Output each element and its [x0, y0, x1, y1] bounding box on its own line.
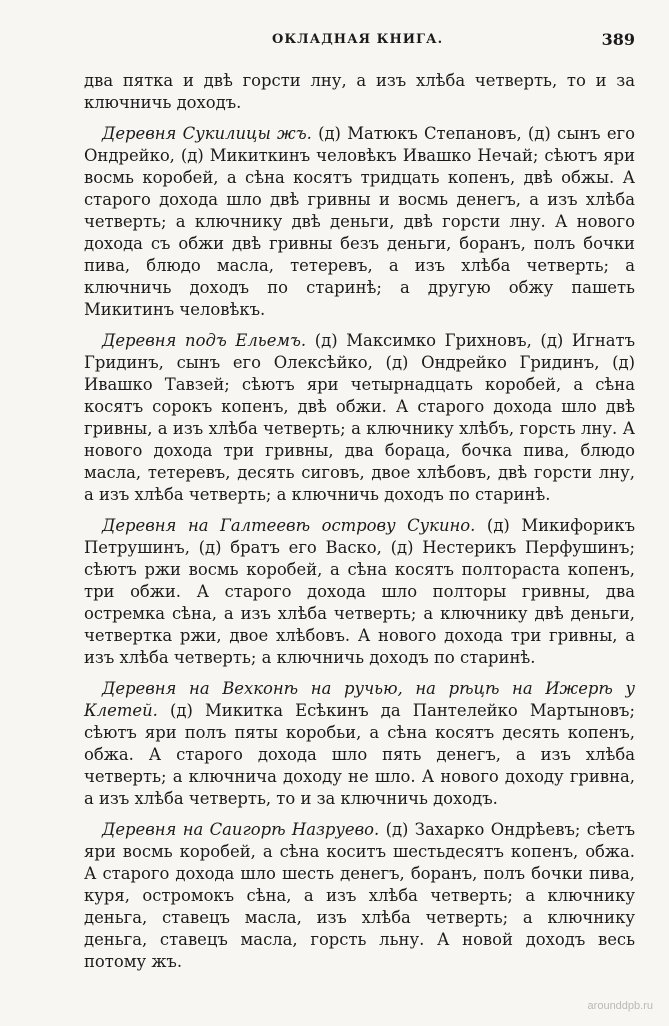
paragraph-title: Деревня на Вехконѣ на ручью, на рѣцѣ на Ижерѣ у Клетей.: [84, 679, 635, 720]
paragraph-title: Деревня подъ Ельемъ.: [102, 331, 307, 350]
paragraph: [84, 330, 635, 506]
paragraph-text: (д) Захарко Ондрѣевъ; сѣетъ яри восмь коробей, а сѣна коситъ шестьдесятъ копенъ, обжа. А старого дохода шло шесть денегъ, боранъ, полъ бочки пива, куря, остромокъ сѣна, а изъ хлѣба четверть; а ключнику деньга, ставецъ масла, изъ хлѣба четверть; а ключнику деньга, ставецъ масла, горсть льну. А новой доходъ весь потому жъ.: [84, 820, 635, 971]
paragraph: [84, 515, 635, 669]
paragraph-text: (д) Микифорикъ Петрушинъ, (д) братъ его Васко, (д) Нестерикъ Перфушинъ; сѣютъ ржи восмь коробей, а сѣна косятъ полтораста копенъ, три обжи. А старого дохода шло полторы гривны, два остремка сѣна, а изъ хлѣба четверть; а ключнику двѣ деньги, четвертка ржи, двое хлѣбовъ. А нового дохода три гривны, а изъ хлѣба четверть; а ключничь доходъ по старинѣ.: [84, 516, 635, 667]
paragraph-text: (д) Максимко Грихновъ, (д) Игнатъ Гридинъ, сынъ его Олексѣйко, (д) Ондрейко Гридинъ, (д) Ивашко Тавзей; сѣютъ яри четырнадцать коробей, а сѣна косятъ сорокъ копенъ, двѣ обжи. А старого дохода шло двѣ гривны, а изъ хлѣба четверть; а ключнику хлѣбъ, горсть лну. А нового дохода три гривны, два бораца, бочка пива, блюдо масла, тетеревъ, десять сиговъ, двое хлѣбовъ, двѣ горсти лну, а изъ хлѣба четверть; а ключничь доходъ по старинѣ.: [84, 331, 636, 504]
paragraph-text: (д) Микитка Есѣкинъ да Пантелейко Мартыновъ; сѣютъ яри полъ пяты коробьи, а сѣна косятъ десять копенъ, обжа. А старого дохода шло пять денегъ, а изъ хлѣба четверть; а ключнича доходу не шло. А нового доходу гривна, а изъ хлѣба четверть, то и за ключничь доходъ.: [84, 701, 635, 808]
watermark: arounddpb.ru: [587, 1000, 653, 1012]
page-number: 389: [601, 30, 635, 49]
paragraph: [84, 70, 635, 114]
paragraph: [84, 123, 635, 321]
body-text: [84, 70, 635, 982]
paragraph-title: Деревня на Галтеевѣ острову Сукино.: [102, 516, 476, 535]
paragraph: [84, 819, 635, 973]
paragraph-title: Деревня на Саигорѣ Назруево.: [102, 820, 380, 839]
paragraph: [84, 678, 635, 810]
paragraph-text: (д) Матюкъ Степановъ, (д) сынъ его Ондрейко, (д) Микиткинъ человѣкъ Ивашко Нечай; сѣютъ яри восмь коробей, а сѣна косятъ тридцать копенъ, двѣ обжы. А старого дохода шло двѣ гривны и восмь денегъ, а изъ хлѣба четверть; а ключнику двѣ деньги, двѣ горсти лну. А нового дохода съ обжи двѣ гривны безъ деньги, боранъ, полъ бочки пива, блюдо масла, тетеревъ, а изъ хлѣба четверть; а ключничь доходъ по старинѣ; а другую обжу пашеть Микитинъ человѣкъ.: [84, 124, 635, 319]
running-title: ОКЛАДНАЯ КНИГА.: [272, 32, 444, 47]
paragraph-title: Деревня Сукилицы жъ.: [102, 124, 312, 143]
paragraph-text: два пятка и двѣ горсти лну, а изъ хлѣба четверть, то и за ключничь доходъ.: [84, 71, 635, 112]
page-header: [84, 30, 635, 56]
